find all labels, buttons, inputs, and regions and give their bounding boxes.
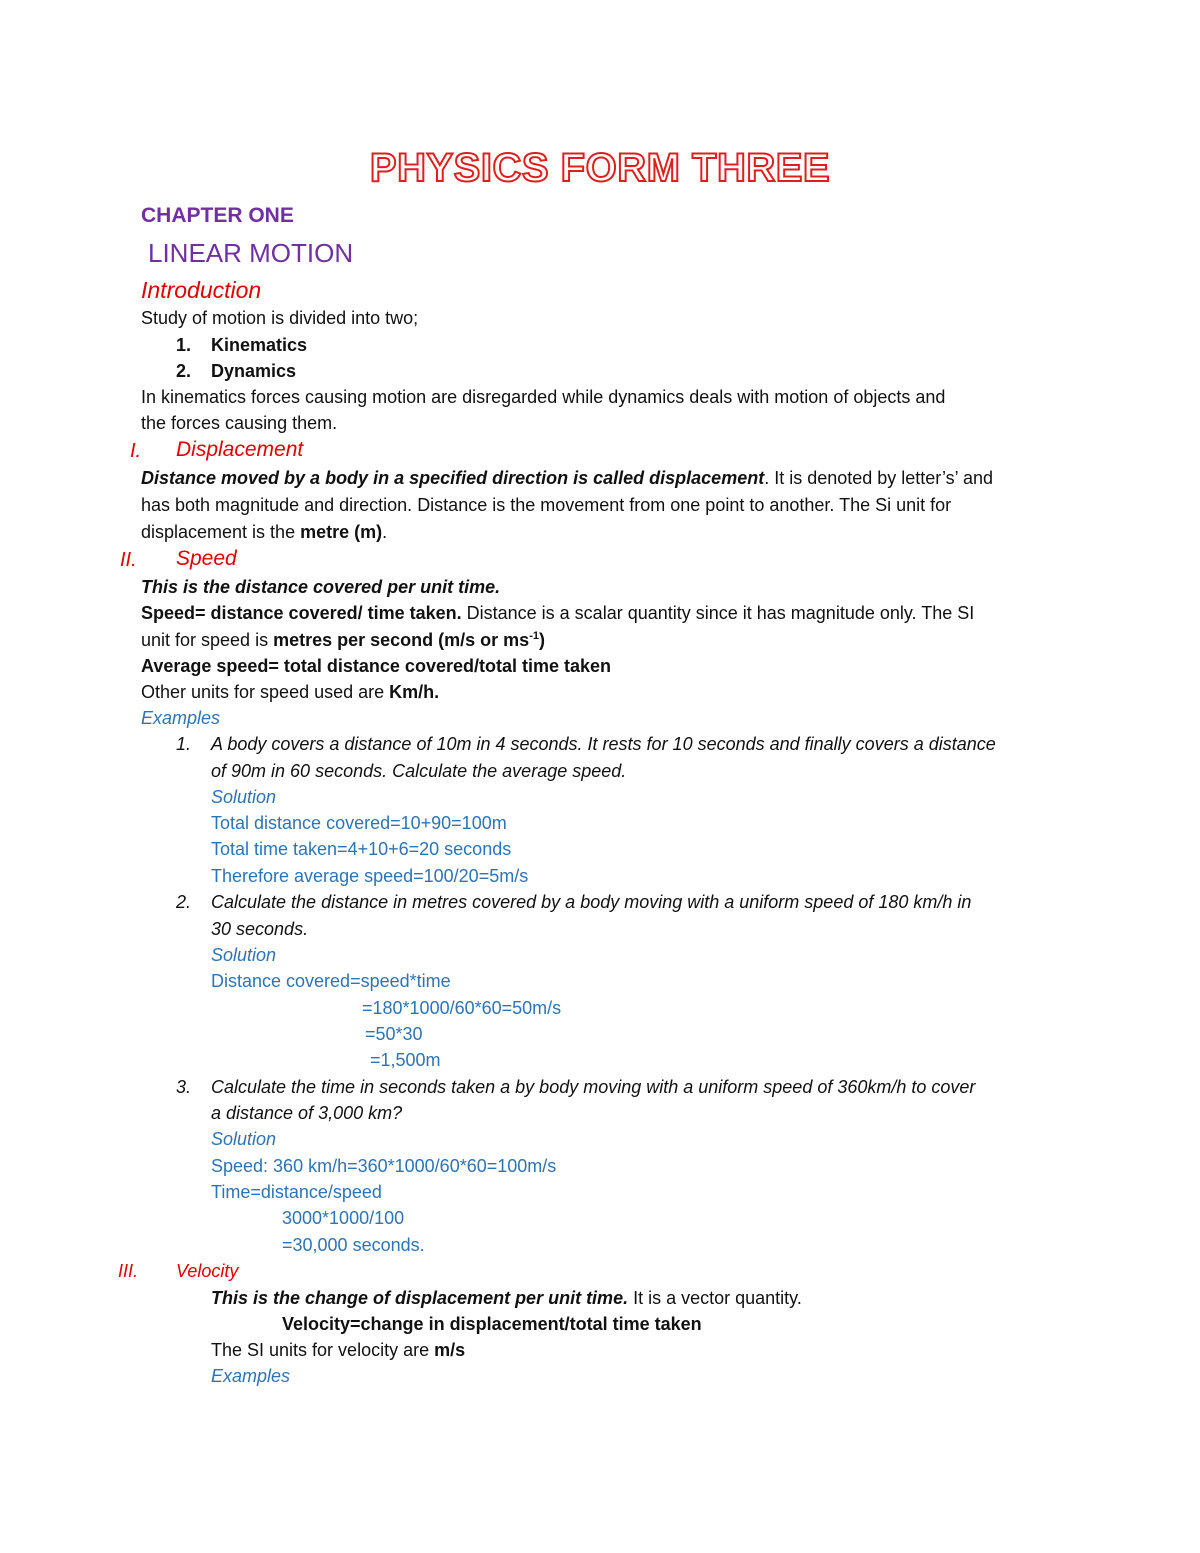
example-number: 2. bbox=[176, 892, 192, 912]
intro-text: Study of motion is divided into two; bbox=[141, 308, 419, 328]
speed-definition: This is the distance covered per unit time. bbox=[141, 577, 501, 597]
average-speed-formula: Average speed= total distance covered/total time taken bbox=[141, 656, 612, 676]
list-item-text: Kinematics bbox=[211, 335, 308, 355]
example-question: Calculate the distance in metres covered by a body moving with a uniform speed of 180 km/h in bbox=[211, 892, 972, 912]
speed-heading: Speed bbox=[176, 547, 237, 570]
chapter-label: CHAPTER ONE bbox=[141, 204, 294, 227]
speed-formula-line: Speed= distance covered/ time taken. Distance is a scalar quantity since it has magnitude only. The SI bbox=[141, 603, 975, 623]
solution-step: Total distance covered=10+90=100m bbox=[211, 813, 507, 833]
displacement-line: displacement is the metre (m). bbox=[141, 522, 388, 542]
example-number: 1. bbox=[176, 734, 192, 754]
solution-step: Distance covered=speed*time bbox=[211, 971, 451, 991]
solution-step: Time=distance/speed bbox=[211, 1182, 382, 1202]
example-question: A body covers a distance of 10m in 4 seconds. It rests for 10 seconds and finally covers a distance bbox=[211, 734, 996, 754]
velocity-definition: This is the change of displacement per unit time. It is a vector quantity. bbox=[211, 1288, 802, 1308]
displacement-line: has both magnitude and direction. Distance is the movement from one point to another. The Si unit for bbox=[141, 495, 952, 515]
solution-step: 3000*1000/100 bbox=[282, 1208, 405, 1228]
velocity-unit-line: The SI units for velocity are m/s bbox=[211, 1340, 466, 1360]
example-question: of 90m in 60 seconds. Calculate the average speed. bbox=[211, 761, 627, 781]
speed-unit-line: unit for speed is metres per second (m/s or $ms^{-1}$) bbox=[141, 630, 545, 650]
solution-step: Speed: 360 km/h=360*1000/60*60=100m/s bbox=[211, 1156, 557, 1176]
solution-label: Solution bbox=[211, 787, 277, 807]
velocity-formula: Velocity=change in displacement/total time taken bbox=[282, 1314, 702, 1334]
solution-step: Therefore average speed=100/20=5m/s bbox=[211, 866, 529, 886]
examples-label: Examples bbox=[211, 1366, 291, 1386]
section-number: II. bbox=[120, 549, 137, 571]
example-question: Calculate the time in seconds taken a by body moving with a uniform speed of 360km/h to cover bbox=[211, 1077, 976, 1097]
other-units-line: Other units for speed used are Km/h. bbox=[141, 682, 440, 702]
solution-label: Solution bbox=[211, 1129, 277, 1149]
solution-step: =50*30 bbox=[365, 1024, 423, 1044]
page-title: PHYSICS FORM THREE bbox=[369, 146, 831, 190]
solution-step: =1,500m bbox=[370, 1050, 441, 1070]
displacement-line: Distance moved by a body in a specified direction is called displacement. It is denoted by letter’s’ and bbox=[141, 468, 994, 488]
solution-step: Total time taken=4+10+6=20 seconds bbox=[211, 839, 512, 859]
example-question: 30 seconds. bbox=[211, 919, 309, 939]
examples-label: Examples bbox=[141, 708, 221, 728]
section-number: I. bbox=[130, 440, 142, 462]
solution-step: =180*1000/60*60=50m/s bbox=[362, 998, 562, 1018]
example-question: a distance of 3,000 km? bbox=[211, 1103, 403, 1123]
example-number: 3. bbox=[176, 1077, 192, 1097]
solution-step: =30,000 seconds. bbox=[282, 1235, 425, 1255]
solution-label: Solution bbox=[211, 945, 277, 965]
velocity-heading: Velocity bbox=[176, 1261, 239, 1281]
topic-heading: LINEAR MOTION bbox=[148, 238, 354, 268]
intro-heading: Introduction bbox=[141, 277, 262, 303]
displacement-heading: Displacement bbox=[176, 438, 304, 461]
intro-paragraph: the forces causing them. bbox=[141, 413, 338, 433]
list-item: 1. bbox=[176, 335, 192, 355]
section-number: III. bbox=[118, 1261, 139, 1281]
list-item-text: Dynamics bbox=[211, 361, 297, 381]
list-item: 2. bbox=[176, 361, 192, 381]
intro-paragraph: In kinematics forces causing motion are disregarded while dynamics deals with motion of objects and bbox=[141, 387, 946, 407]
